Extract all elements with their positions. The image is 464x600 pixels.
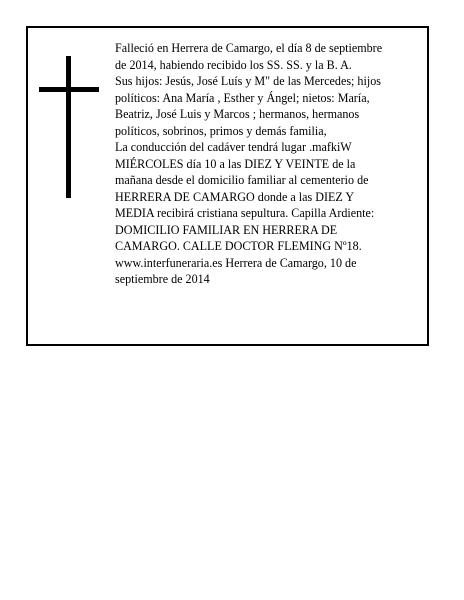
notice-line: www.interfuneraria.es Herrera de Camargo, 10 de (115, 255, 357, 270)
notice-line: MEDIA recibirá cristiana sepultura. Capilla Ardiente: (115, 206, 375, 220)
notice-line: políticos, sobrinos, primos y demás familia, (115, 123, 327, 138)
cross-icon (39, 56, 99, 198)
notice-line: Falleció en Herrera de Camargo, el día 8 de septiembre (115, 41, 383, 55)
notice-line: CAMARGO. CALLE DOCTOR FLEMING Nº18. (115, 239, 362, 253)
notice-line: mañana desde el domicilio familiar al cementerio de (115, 173, 369, 187)
notice-line: de 2014, habiendo recibido los SS. SS. y la B. A. (115, 57, 352, 72)
notice-line: políticos: Ana María , Esther y Ángel; nietos: María, (115, 90, 370, 105)
cross-vertical-bar (66, 56, 71, 198)
obituary-notice (26, 26, 429, 346)
notice-line: MIÉRCOLES día 10 a las DIEZ Y VEINTE de la (115, 156, 356, 171)
cross-horizontal-bar (39, 87, 99, 92)
notice-line: HERRERA DE CAMARGO donde a las DIEZ Y (115, 189, 355, 204)
notice-line: septiembre de 2014 (115, 272, 210, 286)
notice-text (115, 40, 421, 288)
notice-line: La conducción del cadáver tendrá lugar .mafkiW (115, 140, 352, 154)
notice-line: DOMICILIO FAMILIAR EN HERRERA DE (115, 222, 338, 237)
notice-line: Beatriz, José Luis y Marcos ; hermanos, hermanos (115, 107, 360, 121)
notice-line: Sus hijos: Jesús, José Luís y M" de las Mercedes; hijos (115, 74, 381, 88)
